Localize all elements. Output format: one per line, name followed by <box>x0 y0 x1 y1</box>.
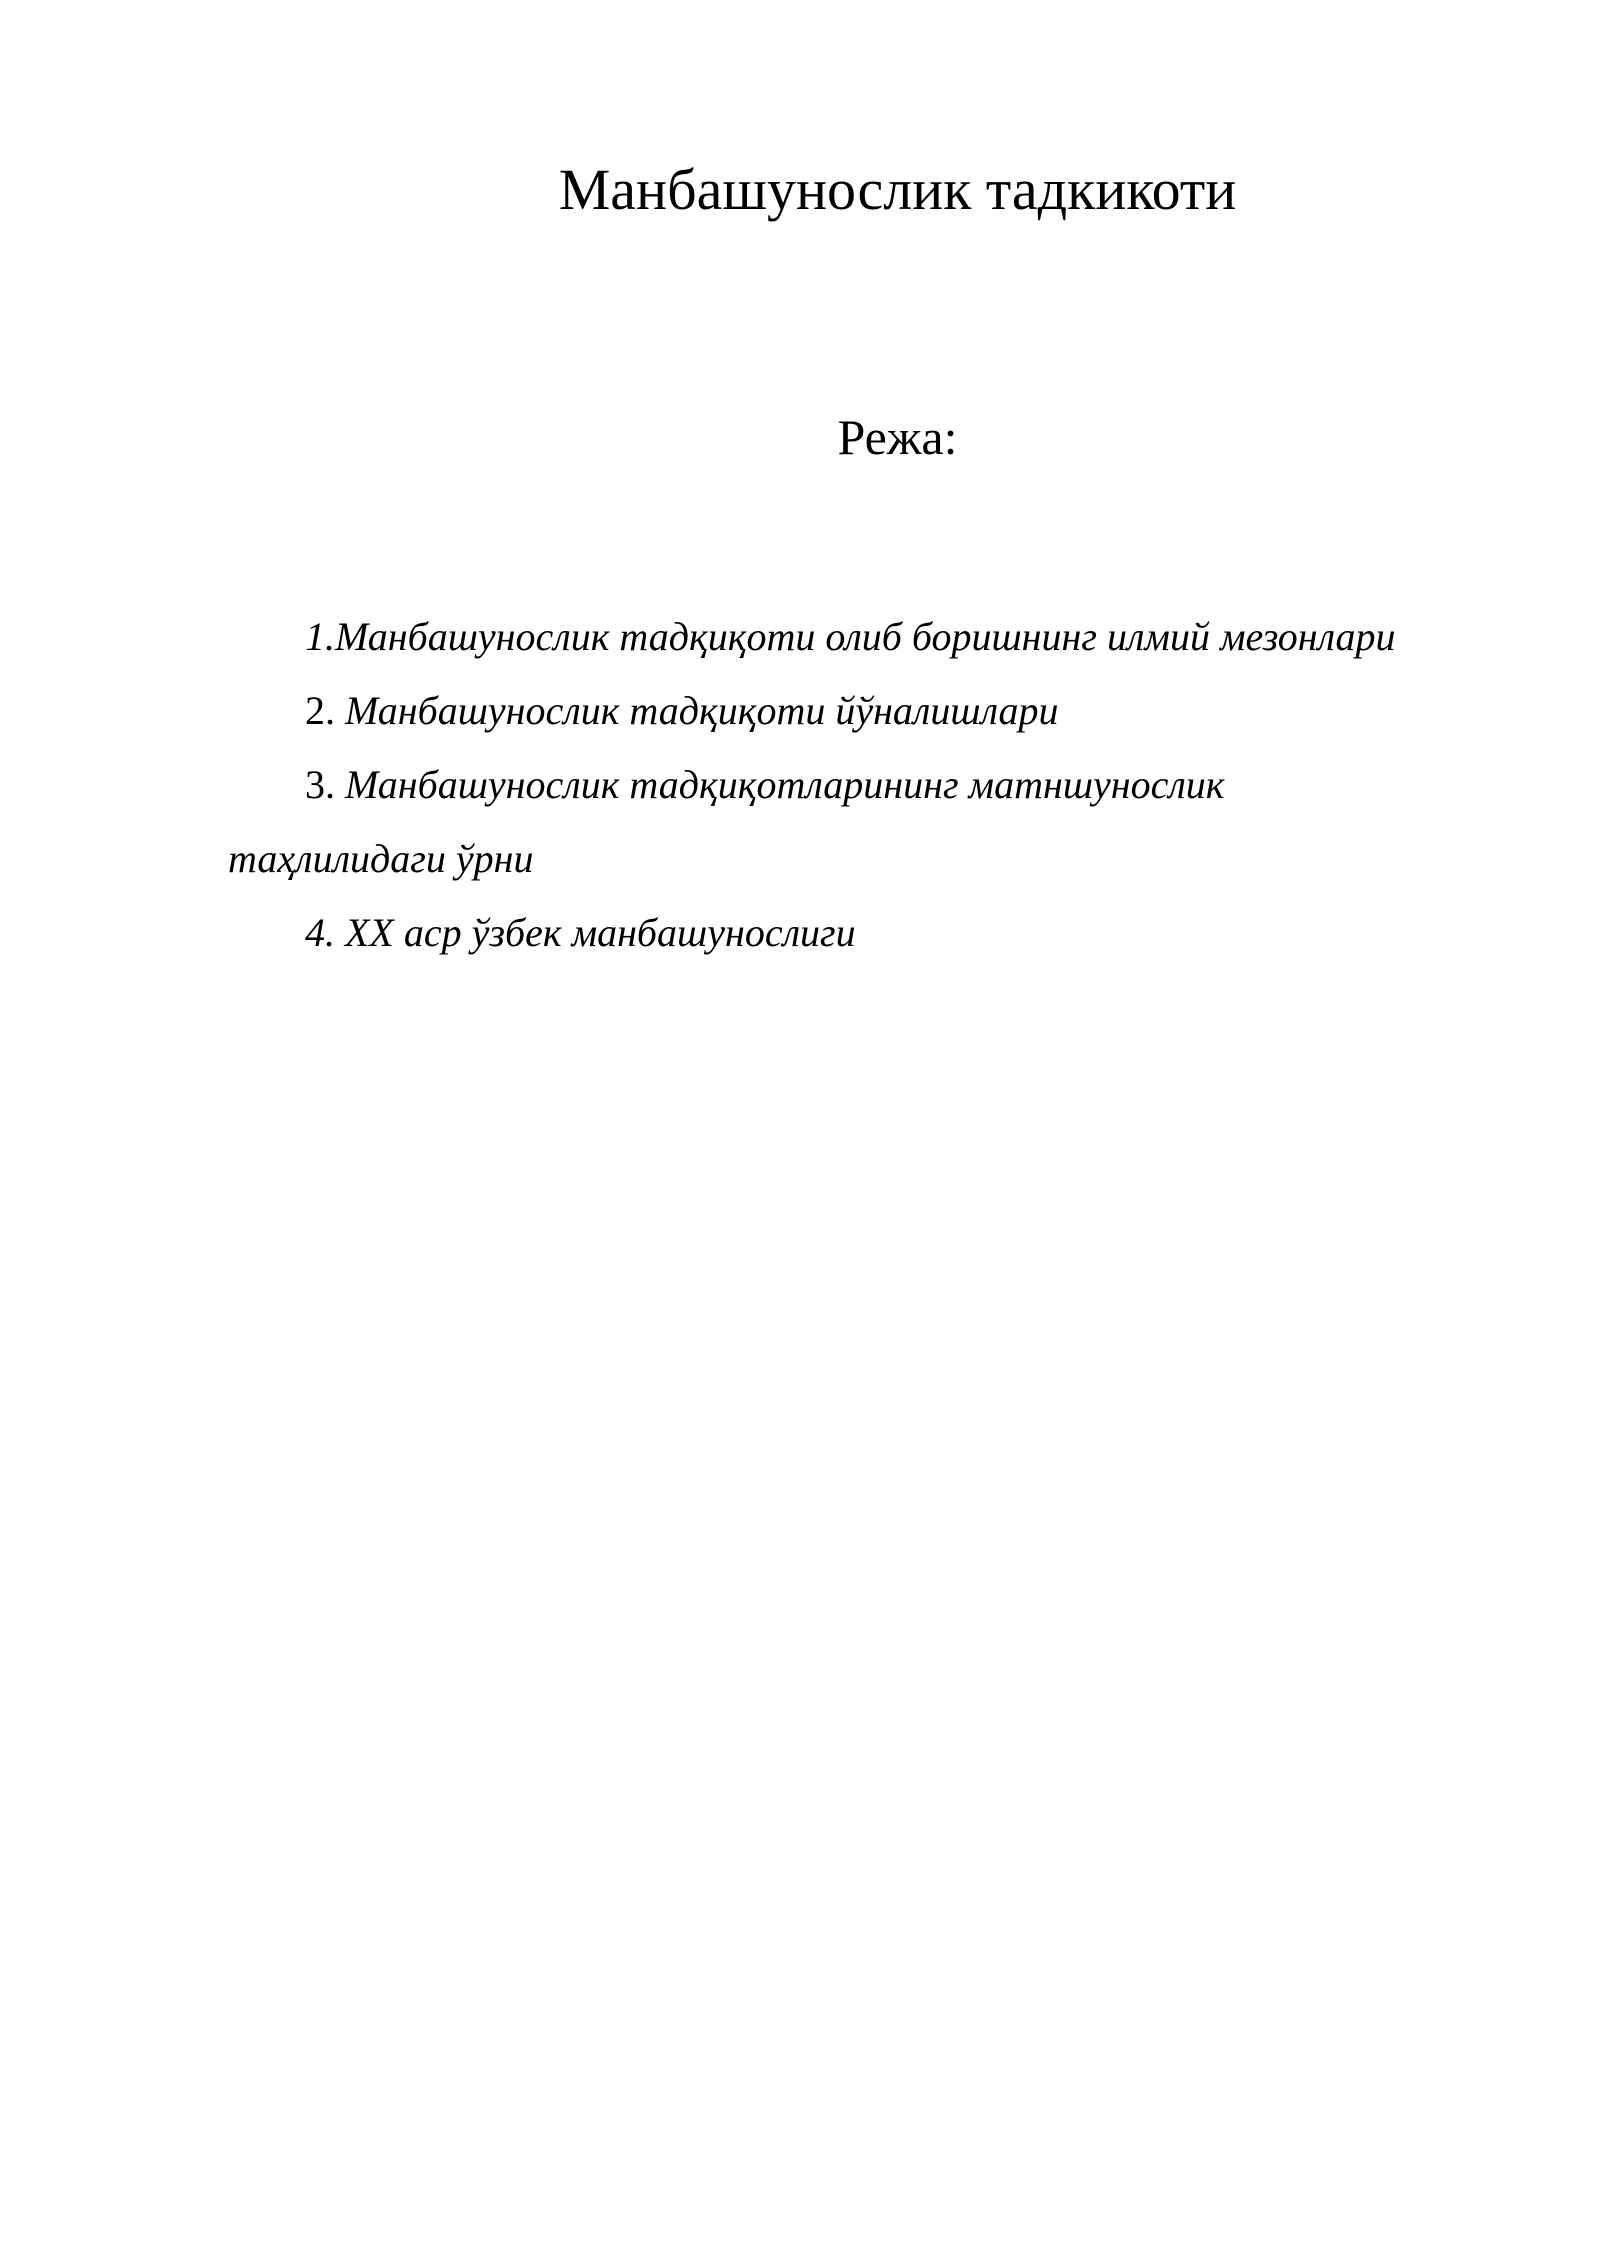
plan-item-text: Манбашунослик тадқиқоти йўналишлари <box>345 688 1059 733</box>
plan-list <box>228 600 1528 970</box>
plan-item-text: Манбашунослик тадқиқоти олиб боришнинг илмий мезонлари <box>335 614 1396 659</box>
plan-item-text: XX аср ўзбек манбашунослиги <box>345 910 856 955</box>
plan-item-number: 1. <box>305 614 335 659</box>
plan-item-number: 2. <box>305 688 345 733</box>
document-title: Манбашунослик тадкикоти <box>558 157 1237 222</box>
plan-heading: Режа: <box>837 409 958 465</box>
plan-item-3 <box>228 748 1358 896</box>
plan-item-1 <box>228 600 1528 674</box>
plan-item-number: 4. <box>305 910 345 955</box>
plan-item-2 <box>228 674 1528 748</box>
plan-item-text: Манбашунослик тадқиқотларининг матншунослик таҳлилидаги ўрни <box>228 762 1225 881</box>
plan-item-number: 3. <box>305 762 345 807</box>
plan-item-4 <box>228 896 1528 970</box>
